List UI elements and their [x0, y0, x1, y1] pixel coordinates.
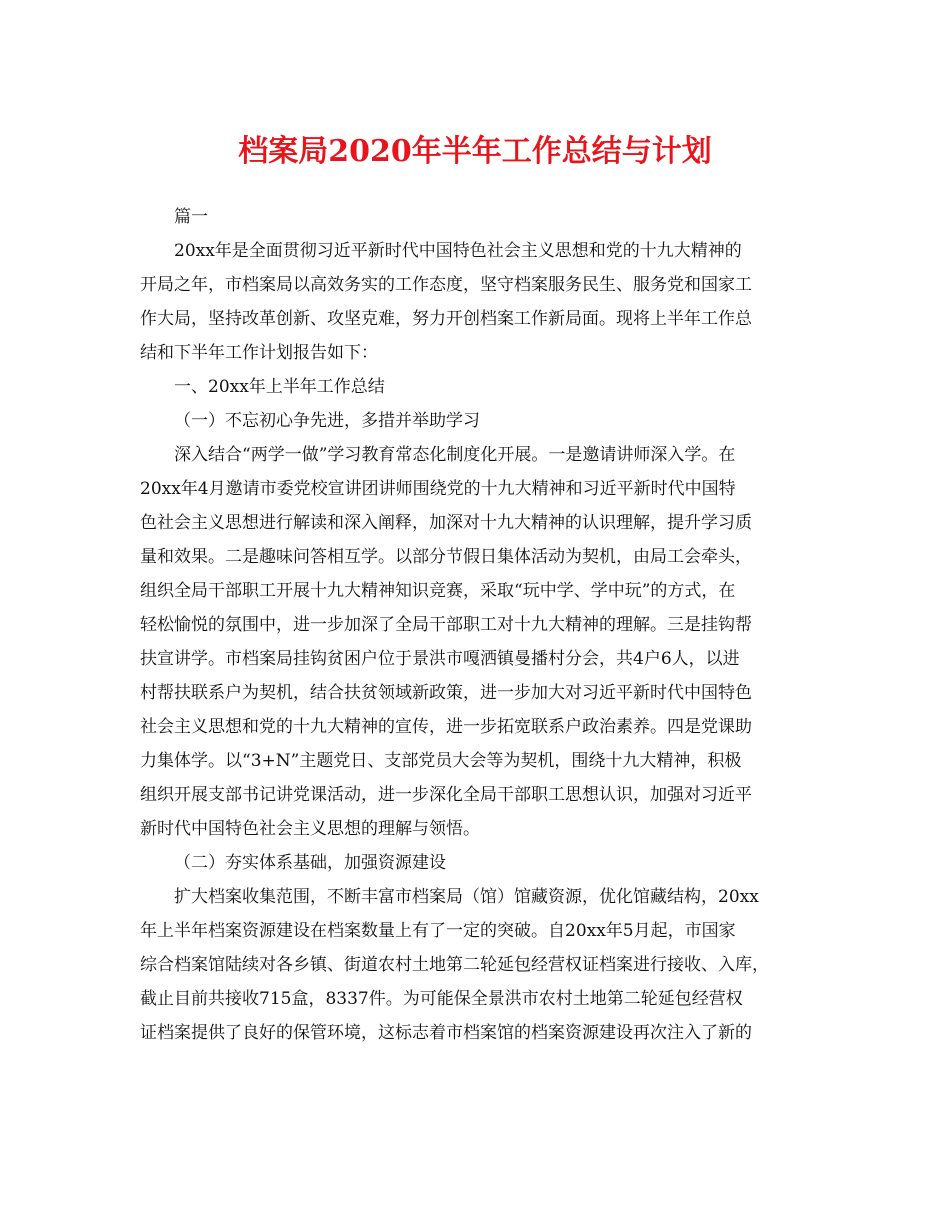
text-line: 组织开展支部书记讲党课活动，进一步深化全局干部职工思想认识，加强对习近平 [140, 785, 752, 805]
text-line: 一、20xx年上半年工作总结 [174, 377, 385, 397]
text-line: 村帮扶联系户为契机，结合扶贫领域新政策，进一步加大对习近平新时代中国特色 [140, 683, 752, 703]
text-line: 篇一 [174, 207, 208, 227]
text-line: 轻松愉悦的氛围中，进一步加深了全局干部职工对十九大精神的理解。三是挂钩帮 [140, 615, 752, 635]
text-line: 综合档案馆陆续对各乡镇、街道农村土地第二轮延包经营权证档案进行接收、入库， [140, 955, 769, 975]
text-line: 社会主义思想和党的十九大精神的宣传，进一步拓宽联系户政治素养。四是党课助 [140, 717, 752, 737]
text-line: 扶宣讲学。市档案局挂钩贫困户位于景洪市嘎洒镇曼播村分会，共4户6人，以进 [140, 649, 740, 669]
document-body [140, 200, 820, 1050]
text-line: 20xx年是全面贯彻习近平新时代中国特色社会主义思想和党的十九大精神的 [174, 241, 742, 261]
text-line: 量和效果。二是趣味问答相互学。以部分节假日集体活动为契机，由局工会牵头， [140, 547, 752, 567]
text-line: （一）不忘初心争先进，多措并举助学习 [174, 411, 480, 431]
text-line: 作大局，坚持改革创新、攻坚克难，努力开创档案工作新局面。现将上半年工作总 [140, 309, 752, 329]
text-line: 扩大档案收集范围，不断丰富市档案局（馆）馆藏资源，优化馆藏结构，20xx [174, 887, 759, 907]
text-line: 年上半年档案资源建设在档案数量上有了一定的突破。自20xx年5月起，市国家 [140, 921, 736, 941]
text-line: 20xx年4月邀请市委党校宣讲团讲师围绕党的十九大精神和习近平新时代中国特 [140, 479, 736, 499]
text-line: 深入结合“两学一做”学习教育常态化制度化开展。一是邀请讲师深入学。在 [174, 445, 736, 465]
text-line: 截止目前共接收715盒，8337件。为可能保全景洪市农村土地第二轮延包经营权 [140, 989, 743, 1009]
text-line: 新时代中国特色社会主义思想的理解与领悟。 [140, 819, 480, 839]
text-line: 证档案提供了良好的保管环境，这标志着市档案馆的档案资源建设再次注入了新的 [140, 1023, 752, 1043]
text-line: 色社会主义思想进行解读和深入阐释，加深对十九大精神的认识理解，提升学习质 [140, 513, 752, 533]
document-title: 档案局2020年半年工作总结与计划 [238, 134, 712, 169]
text-line: （二）夯实体系基础，加强资源建设 [174, 853, 446, 873]
text-line: 结和下半年工作计划报告如下： [140, 343, 378, 363]
text-line: 组织全局干部职工开展十九大精神知识竞赛，采取“玩中学、学中玩”的方式，在 [140, 581, 736, 601]
text-line: 力集体学。以“3+N”主题党日、支部党员大会等为契机，围绕十九大精神，积极 [140, 751, 742, 771]
text-line: 开局之年，市档案局以高效务实的工作态度，坚守档案服务民生、服务党和国家工 [140, 275, 752, 295]
